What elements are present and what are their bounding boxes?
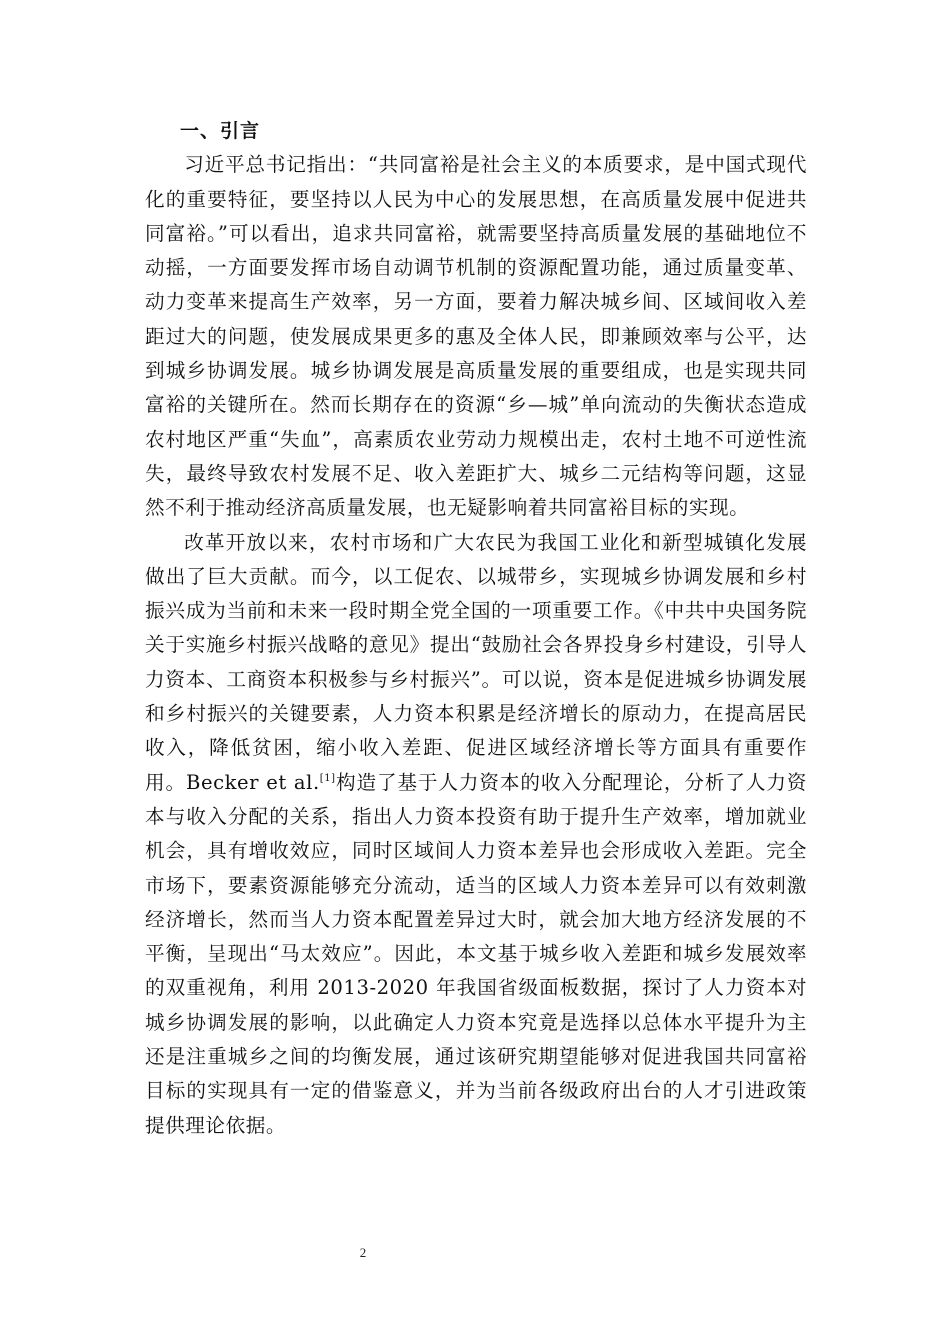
paragraph-2 (145, 526, 807, 1143)
paragraph-1: 习近平总书记指出：“共同富裕是社会主义的本质要求，是中国式现代化的重要特征，要坚持以人民为中心的发展思想，在高质量发展中促进共同富裕。”可以看出，追求共同富裕，就需要坚持高质量发展的基础地位不动摇，一方面要发挥市场自动调节机制的资源配置功能，通过质量变革、动力变革来提高生产效率，另一方面，要着力解决城乡间、区域间收入差距过大的问题，使发展成果更多的惠及全体人民，即兼顾效率与公平，达到城乡协调发展。城乡协调发展是高质量发展的重要组成，也是实现共同富裕的关键所在。然而长期存在的资源“乡—城”单向流动的失衡状态造成农村地区严重“失血”，高素质农业劳动力规模出走，农村土地不可逆性流失，最终导致农村发展不足、收入差距扩大、城乡二元结构等问题，这显然不利于推动经济高质量发展，也无疑影响着共同富裕目标的实现。 (145, 153, 807, 520)
paragraph-2-text-a: 改革开放以来，农村市场和广大农民为我国工业化和新型城镇化发展做出了巨大贡献。而今，以工促农、以城带乡，实现城乡协调发展和乡村振兴成为当前和未来一段时期全党全国的一项重要工作。《中共中央国务院关于实施乡村振兴战略的意见》提出“鼓励社会各界投身乡村建设，引导人力资本、工商资本积极参与乡村振兴”。可以说，资本是促进城乡协调发展和乡村振兴的关键要素，人力资本积累是经济增长的原动力，在提高居民收入，降低贫困，缩小收入差距、促进区域经济增长等方面具有重要作用。Becker et al. (145, 530, 807, 794)
paragraph-2-text-b: 构造了基于人力资本的收入分配理论，分析了人力资本与收入分配的关系，指出人力资本投资有助于提升生产效率，增加就业机会，具有增收效应，同时区域间人力资本差异也会形成收入差距。完全市场下，要素资源能够充分流动，适当的区域人力资本差异可以有效刺激经济增长，然而当人力资本配置差异过大时，就会加大地方经济发展的不平衡，呈现出“马太效应”。因此，本文基于城乡收入差距和城乡发展效率的双重视角，利用 2013-2020 年我国省级面板数据，探讨了人力资本对城乡协调发展的影响，以此确定人力资本究竟是选择以总体水平提升为主还是注重城乡之间的均衡发展，通过该研究期望能够对促进我国共同富裕目标的实现具有一定的借鉴意义，并为当前各级政府出台的人才引进政策提供理论依据。 (145, 770, 808, 1137)
citation-link[interactable]: [1] (319, 772, 336, 784)
section-heading: 一、引言 (180, 120, 261, 142)
page-body (145, 114, 807, 1143)
page-number: 2 (359, 1245, 367, 1260)
